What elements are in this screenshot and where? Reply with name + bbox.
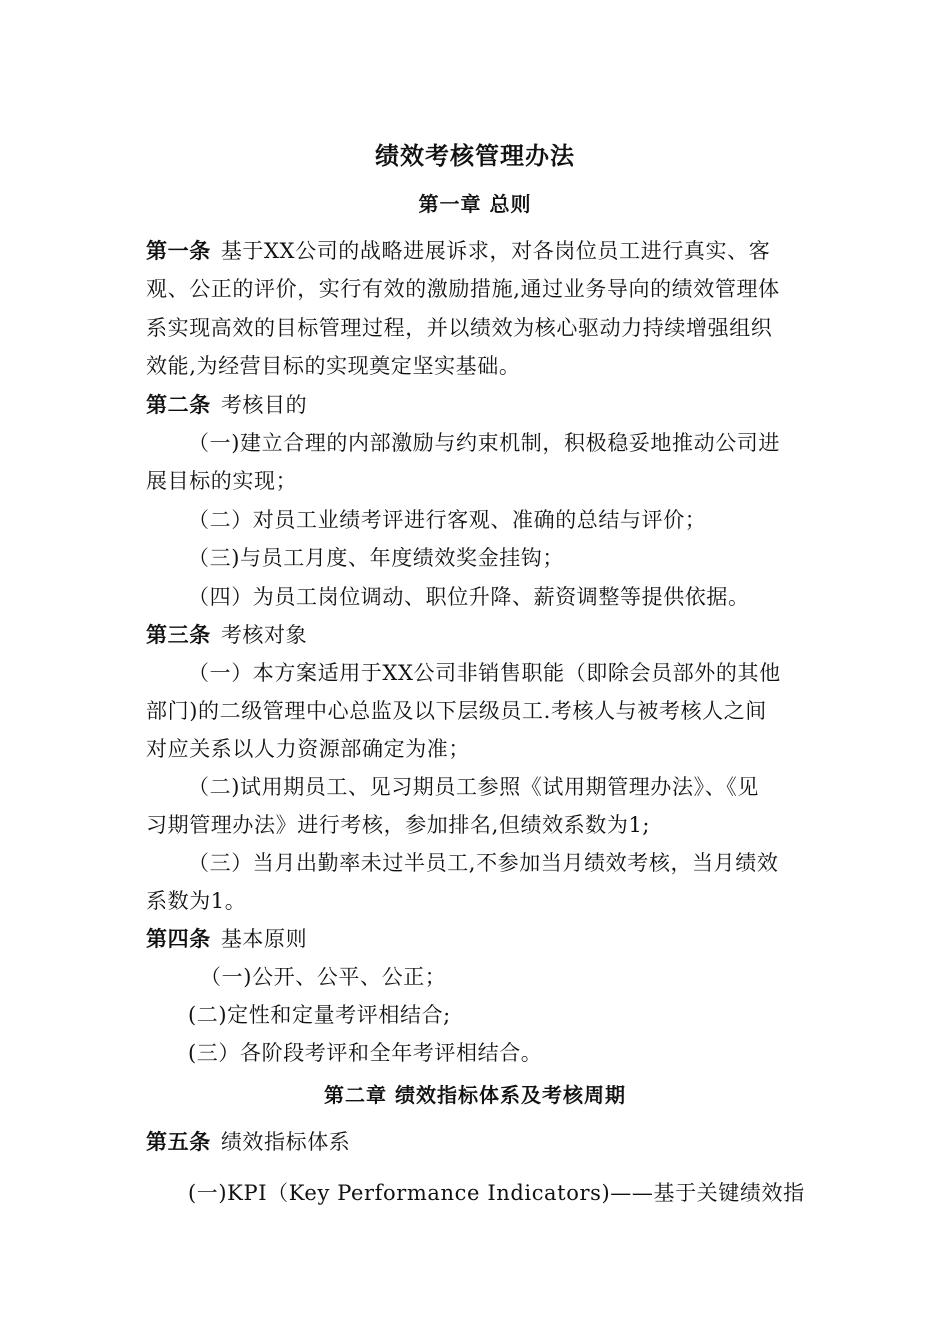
article-3-heading: 考核对象	[220, 623, 308, 647]
article-4-item-1: （一)公开、公平、公正；	[200, 965, 447, 989]
article-3-item-1: （一）本方案适用于XX公司非销售职能（即除会员部外的其他	[188, 661, 781, 685]
article-2-label: 第二条	[146, 392, 211, 417]
article-2-item-1: （一)建立合理的内部激励与约束机制，积极稳妥地推动公司进	[188, 431, 780, 455]
article-3-item-1-cont-1: 部门)的二级管理中心总监及以下层级员工.考核人与被考核人之间	[146, 699, 767, 723]
article-2-item-4: （四）为员工岗位调动、职位升降、薪资调整等提供依据。	[188, 585, 750, 609]
article-3-item-2-cont: 习期管理办法》进行考核，参加排名,但绩效系数为1;	[146, 813, 651, 837]
article-5-item-1: (一)KPI（Key Performance Indicators)——基于关键绩效指	[188, 1181, 805, 1205]
article-3-item-2: （二)试用期员工、见习期员工参照《试用期管理办法》、《见	[188, 775, 759, 799]
article-1-line-2: 观、公正的评价，实行有效的激励措施,通过业务导向的绩效管理体	[146, 277, 780, 301]
article-3-item-3-cont: 系数为1。	[146, 889, 247, 913]
article-1-line-1	[146, 238, 806, 264]
article-5-label: 第五条	[146, 1129, 211, 1154]
article-3-item-3: （三）当月出勤率未过半员工,不参加当月绩效考核，当月绩效	[188, 851, 779, 875]
article-2-item-1-cont: 展目标的实现；	[146, 469, 298, 493]
article-2-heading-line	[146, 392, 806, 418]
article-3-heading-line	[146, 622, 806, 648]
article-4-label: 第四条	[146, 926, 211, 951]
article-3-label: 第三条	[146, 622, 211, 647]
article-1-text: 基于XX公司的战略进展诉求，对各岗位员工进行真实、客	[220, 239, 771, 263]
article-2-item-2: （二）对员工业绩考评进行客观、准确的总结与评价；	[188, 508, 707, 532]
article-4-item-3: (三）各阶段考评和全年考评相结合。	[188, 1041, 543, 1065]
article-1-label: 第一条	[146, 238, 211, 263]
article-2-heading: 考核目的	[220, 393, 308, 417]
article-2-item-3: （三)与员工月度、年度绩效奖金挂钩；	[188, 546, 564, 570]
document-title: 绩效考核管理办法	[375, 142, 575, 170]
article-1-line-3: 系实现高效的目标管理过程，并以绩效为核心驱动力持续增强组织	[146, 316, 773, 340]
chapter-heading-2: 第二章 绩效指标体系及考核周期	[324, 1083, 626, 1107]
article-5-heading-line	[146, 1129, 806, 1155]
article-5-heading: 绩效指标体系	[220, 1130, 351, 1154]
article-1-line-4: 效能,为经营目标的实现奠定坚实基础。	[146, 354, 521, 378]
chapter-heading-1: 第一章 总则	[418, 192, 532, 216]
article-4-item-2: (二)定性和定量考评相结合;	[188, 1003, 451, 1027]
article-4-heading-line	[146, 926, 806, 952]
article-3-item-1-cont-2: 对应关系以人力资源部确定为准；	[146, 737, 470, 761]
article-4-heading: 基本原则	[220, 927, 308, 951]
